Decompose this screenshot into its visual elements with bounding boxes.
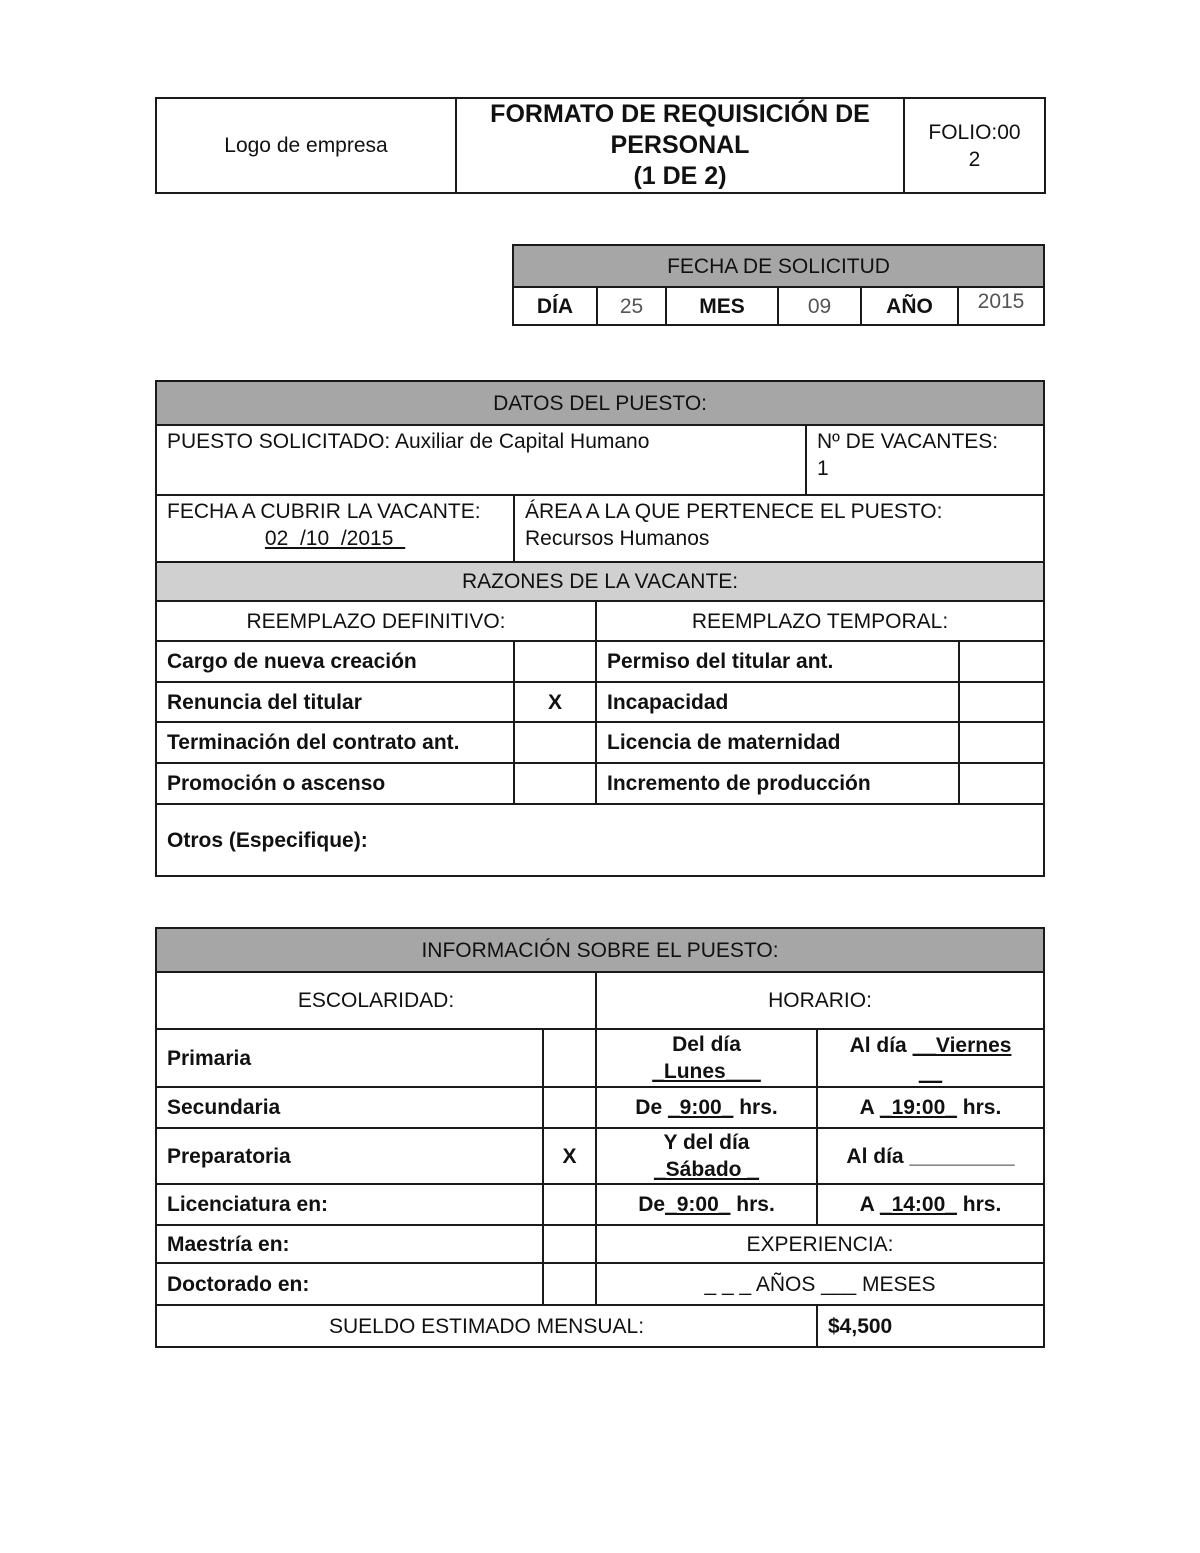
experiencia-value[interactable]: _ _ _ AÑOS ___ MESES [596,1263,1044,1305]
area-puesto[interactable] [514,495,1044,562]
temporal-checkbox[interactable] [959,763,1044,804]
temporal-checkbox[interactable] [959,682,1044,722]
del-dia-value: _Lunes___ [652,1060,761,1083]
definitivo-label: Renuncia del titular [156,682,514,722]
hora-fin-2[interactable] [817,1184,1044,1225]
logo-placeholder [156,98,456,193]
fecha-solicitud-table [512,244,1045,326]
definitivo-label: Terminación del contrato ant. [156,722,514,763]
razones-title: RAZONES DE LA VACANTE: [156,562,1044,601]
title-line1: FORMATO DE REQUISICIÓN DE [490,100,870,128]
anio-label: AÑO [861,287,958,325]
temporal-label: Incremento de producción [596,763,959,804]
a-value: _19:00_ [879,1096,957,1119]
vacantes-value: 1 [817,457,829,480]
al-dia-2[interactable] [817,1128,1044,1184]
razones-row [156,682,1044,722]
form-title [456,98,904,193]
definitivo-label: Cargo de nueva creación [156,641,514,682]
title-line3: (1 DE 2) [633,162,727,190]
razones-row [156,763,1044,804]
hrs-label: hrs. [730,1193,775,1216]
razones-row [156,641,1044,682]
escolaridad-checkbox[interactable] [543,1184,596,1225]
mes-value[interactable]: 09 [778,287,861,325]
y-del-dia[interactable] [596,1128,817,1184]
reemplazo-temporal-header: REEMPLAZO TEMPORAL: [596,601,1044,641]
y-del-dia-label: Y del día [663,1131,750,1154]
escolaridad-checkbox[interactable] [543,1087,596,1128]
del-dia-label: Del día [672,1033,741,1056]
vacantes-label: Nº DE VACANTES: [817,430,999,453]
hora-fin-1[interactable] [817,1087,1044,1128]
fecha-cubrir-label: FECHA A CUBRIR LA VACANTE: [167,500,481,523]
horario-header: HORARIO: [596,972,1044,1029]
hora-inicio-2[interactable] [596,1184,817,1225]
a-label: A [859,1096,880,1119]
hrs-label: hrs. [733,1096,778,1119]
otros-especifique[interactable]: Otros (Especifique): [156,804,1044,876]
folio [904,98,1045,193]
escolaridad-label: Primaria [156,1029,543,1087]
experiencia-header: EXPERIENCIA: [596,1225,1044,1263]
razones-rows [156,641,1044,804]
sueldo-value[interactable]: $4,500 [817,1305,1044,1347]
del-dia[interactable] [596,1029,817,1087]
datos-puesto-title: DATOS DEL PUESTO: [156,381,1044,425]
puesto-solicitado[interactable]: PUESTO SOLICITADO: Auxiliar de Capital Humano [156,425,806,495]
sueldo-label: SUELDO ESTIMADO MENSUAL: [156,1305,817,1347]
y-del-dia-value: _Sábado _ [653,1158,760,1181]
escolaridad-label: Doctorado en: [156,1263,543,1305]
mes-label: MES [666,287,778,325]
escolaridad-checkbox[interactable] [543,1225,596,1263]
dia-value[interactable]: 25 [597,287,666,325]
folio-line1: FOLIO:00 [928,120,1021,144]
datos-puesto-table [155,380,1045,877]
temporal-label: Licencia de maternidad [596,722,959,763]
temporal-label: Incapacidad [596,682,959,722]
escolaridad-header: ESCOLARIDAD: [156,972,596,1029]
definitivo-checkbox[interactable] [514,763,596,804]
temporal-label: Permiso del titular ant. [596,641,959,682]
definitivo-checkbox[interactable] [514,641,596,682]
escolaridad-label: Maestría en: [156,1225,543,1263]
fecha-solicitud-title: FECHA DE SOLICITUD [513,245,1044,287]
razones-row [156,722,1044,763]
reemplazo-definitivo-header: REEMPLAZO DEFINITIVO: [156,601,596,641]
hrs-label: hrs. [956,1096,1002,1119]
de-value: _9:00_ [667,1096,734,1119]
definitivo-checkbox[interactable]: X [514,682,596,722]
escolaridad-checkbox[interactable] [543,1029,596,1087]
a-label: A [859,1193,880,1216]
escolaridad-checkbox[interactable]: X [543,1128,596,1184]
temporal-checkbox[interactable] [959,722,1044,763]
al-dia-value-cont: __ [918,1061,943,1084]
info-puesto-title: INFORMACIÓN SOBRE EL PUESTO: [156,928,1044,972]
definitivo-checkbox[interactable] [514,722,596,763]
area-value: Recursos Humanos [525,527,710,550]
info-puesto-table [155,927,1045,1348]
folio-line2: 2 [968,147,981,171]
anio-value[interactable]: 2015 [958,287,1044,325]
dia-label: DÍA [513,287,597,325]
a-value: _14:00_ [879,1193,957,1216]
de-label: De [635,1096,668,1119]
header-table [155,97,1046,194]
hora-inicio-1[interactable] [596,1087,817,1128]
vacantes[interactable] [806,425,1044,495]
fecha-cubrir-value: 02_/10_/2015_ [264,527,406,550]
al-dia-label: Al día [849,1034,913,1057]
escolaridad-checkbox[interactable] [543,1263,596,1305]
de-value: _9:00_ [665,1193,731,1216]
escolaridad-label: Preparatoria [156,1128,543,1184]
al-dia[interactable] [817,1029,1044,1087]
fecha-cubrir[interactable] [156,495,514,562]
temporal-checkbox[interactable] [959,641,1044,682]
logo-text: Logo de empresa [224,134,388,157]
al-dia-2-label: Al día [846,1144,910,1168]
al-dia-2-value: _________ [909,1144,1015,1168]
definitivo-label: Promoción o ascenso [156,763,514,804]
hrs-label: hrs. [956,1193,1002,1216]
escolaridad-label: Licenciatura en: [156,1184,543,1225]
al-dia-value: __Viernes [912,1034,1012,1057]
title-line2: PERSONAL [610,131,750,159]
escolaridad-label: Secundaria [156,1087,543,1128]
area-label: ÁREA A LA QUE PERTENECE EL PUESTO: [525,500,943,523]
de-label: De [638,1193,666,1216]
